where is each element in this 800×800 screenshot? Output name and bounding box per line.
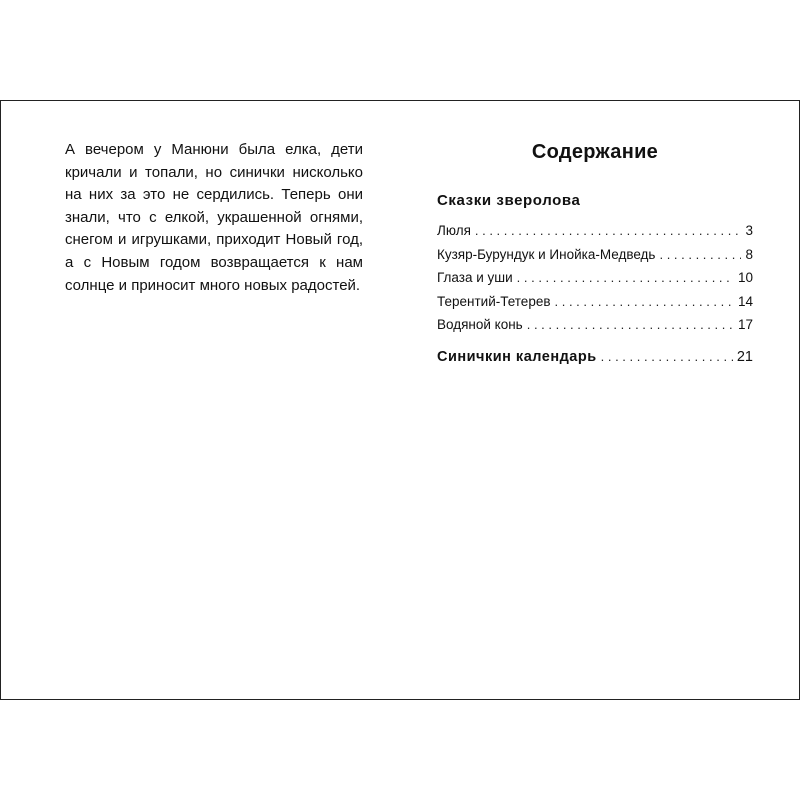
dot-leader [475, 219, 742, 243]
dot-leader [659, 243, 741, 267]
dot-leader [527, 313, 734, 337]
toc-entry-page: 10 [737, 270, 753, 285]
toc-entry-label: Синичкин календарь [437, 348, 597, 365]
table-of-contents [437, 141, 753, 368]
toc-entry-page: 21 [736, 348, 753, 365]
toc-entry-label: Терентий-Тетерев [437, 293, 551, 309]
toc-entry-page: 3 [745, 223, 753, 238]
toc-entry[interactable] [437, 243, 753, 267]
toc-entry-label: Люля [437, 223, 471, 238]
dot-leader [601, 345, 733, 370]
story-paragraph: А вечером у Манюни была елка, дети кричали и топали, но синички нисколько на них за это не сердились. Теперь они знали, что с елкой, украшенной огнями, снегом и игрушками, приходит Новый год, а с Новым годом возвращается к нам солнце и приносит много новых радостей. [65, 141, 363, 294]
toc-entry[interactable] [437, 219, 753, 243]
dot-leader [555, 290, 734, 314]
dot-leader [517, 266, 734, 290]
toc-entry-page: 8 [745, 246, 753, 262]
toc-entry-label: Водяной конь [437, 317, 523, 332]
toc-entry-final[interactable] [437, 345, 753, 369]
toc-list [437, 219, 753, 368]
toc-entry-page: 14 [737, 293, 753, 309]
book-spread [0, 100, 800, 700]
toc-entry-label: Глаза и уши [437, 270, 513, 285]
toc-entry-label: Кузяр-Бурундук и Инойка-Медведь [437, 246, 656, 262]
toc-entry[interactable] [437, 313, 753, 337]
toc-entry-page: 17 [737, 317, 753, 332]
toc-section-title: Сказки зверолова [437, 192, 581, 209]
toc-entry[interactable] [437, 290, 753, 314]
left-page [65, 139, 363, 297]
toc-title: Содержание [531, 141, 659, 163]
toc-entry[interactable] [437, 266, 753, 290]
